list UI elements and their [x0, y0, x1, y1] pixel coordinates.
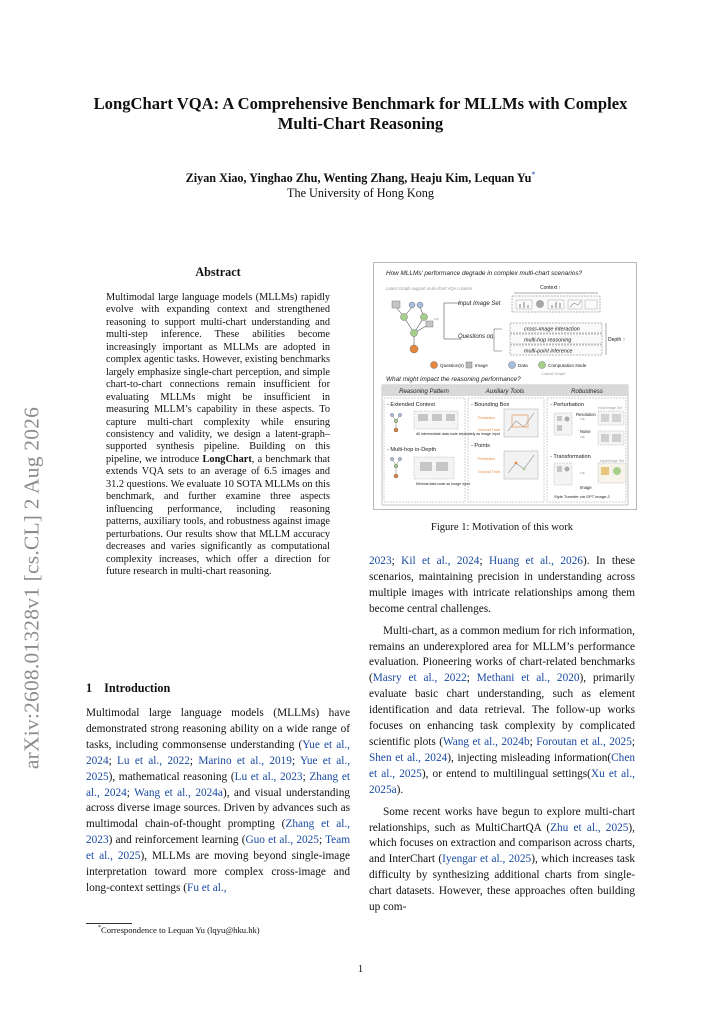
arrow-icon: ⇨: [580, 417, 586, 423]
bounding-box-label: - Bounding Box: [471, 402, 510, 408]
intro-paragraph-3: Some recent works have begun to explore multi-chart relationships, such as MultiChartQA (Zhu et al., 2025), which focuses on extraction and comparison across charts, and InterChart (Iyengar et al., 2025), which increases task difficulty by synthesizing additional charts from single-chart datasets. However, these approaches often building up com-: [369, 805, 635, 914]
arxiv-identifier: arXiv:2608.01328v1 [cs.CL] 2 Aug 2026: [19, 406, 44, 770]
context-label: Context ↑: [540, 285, 562, 291]
legend-question-swatch: [431, 362, 438, 369]
latent-graph-icon: [396, 307, 428, 347]
style-transfer-label: Style Transfer via GPT image-2: [554, 494, 610, 499]
multihop-note: Minimal data node as image input: [416, 482, 470, 486]
question-type-label: cross-image interaction: [524, 326, 580, 333]
depth-label: Depth ↑: [608, 337, 626, 343]
noise-label: Noise: [580, 429, 591, 434]
citation-link[interactable]: Methani et al., 2020: [476, 672, 580, 685]
citation-link[interactable]: Zhang et al., 2024: [86, 770, 350, 799]
image-label: Image: [580, 485, 592, 490]
prediction-point: [515, 462, 518, 465]
transformation-thumbnails: [554, 463, 626, 485]
section-heading-introduction: 1 Introduction: [86, 681, 171, 695]
legend-data: Data: [518, 363, 528, 368]
column-header-tools: Auxiliary Tools: [485, 389, 525, 395]
citation-link[interactable]: Xu et al., 2025a: [369, 767, 635, 796]
legend-computation-swatch: [539, 362, 546, 369]
figure-legend: [431, 362, 587, 377]
citation-link[interactable]: Kil et al., 2024: [401, 555, 480, 567]
citation-link[interactable]: Yue et al., 2024: [86, 738, 351, 767]
author-footnote-mark[interactable]: *: [531, 170, 536, 179]
citation-link[interactable]: Wang et al., 2024b: [443, 735, 530, 748]
citation-link[interactable]: Wang et al., 2024a: [134, 786, 223, 799]
extended-context-graph: [390, 411, 458, 432]
ground-truth-label-points: Ground Truth: [478, 470, 501, 474]
graph-question-node: [410, 345, 418, 353]
question-type-label: multi-point inference: [524, 348, 573, 355]
citation-link[interactable]: Iyengar et al., 2025: [442, 853, 532, 866]
multihop-label: - Multi-hop in-Depth: [387, 447, 437, 453]
graph-data-node: [409, 302, 415, 308]
citation-link[interactable]: Zhu et al., 2025: [550, 821, 629, 834]
graph-image-node: [392, 301, 400, 308]
affiliation: The University of Hong Kong: [287, 186, 434, 200]
footnote: *Correspondence to Lequan Yu (lqyu@hku.hk): [98, 925, 260, 935]
arrow-icon: ⇨: [580, 471, 586, 477]
citation-link[interactable]: Huang et al., 2026: [489, 555, 583, 567]
graph-data-node: [417, 302, 423, 308]
arrow-icon: ⇨: [580, 435, 586, 441]
author-list: Ziyan Xiao, Yinghao Zhu, Wenting Zhang, Heaju Kim, Lequan Yu*: [185, 170, 536, 186]
legend-image-swatch: [466, 362, 472, 368]
citation-link[interactable]: Fu et al.,: [187, 881, 227, 894]
figure-caption: Figure 1: Motivation of this work: [430, 522, 574, 533]
latent-graph-label: Latent Graph: [542, 371, 566, 376]
extended-context-label: - Extended Context: [387, 402, 435, 408]
legend-computation: Computation Node: [548, 363, 587, 368]
arrow-icon: ⇨: [434, 317, 440, 323]
citation-link[interactable]: Masry et al., 2022: [372, 672, 467, 685]
figure-1: [373, 262, 637, 510]
citation-link[interactable]: Zhang et al., 2023: [86, 818, 351, 847]
citation-link[interactable]: Marino et al., 2019: [198, 754, 292, 767]
points-chart: [504, 451, 538, 479]
transformation-label: - Transformation: [550, 454, 591, 460]
graph-computation-node: [411, 330, 418, 337]
citation-link[interactable]: Shen et al., 2024: [369, 751, 448, 764]
footnote-rule: [86, 923, 132, 924]
input-image-set-label: Input Image Set: [458, 301, 501, 307]
intro-paragraph-1: Multimodal large language models (MLLMs) have demonstrated strong reasoning ability on a wide range of tasks, including commonsense understanding (Yue et al., 2024; Lu et al., 2022; Marino et al., 2019; Yue et al., 2025), mathematical reasoning (Lu et al., 2023; Zhang et al., 2024; Wang et al., 2024a), and visual understanding across diverse image sources. Driven by advances such as multimodal chain-of-thought prompting (Zhang et al., 2023) and reinforcement learning (Guo et al., 2025; Team et al., 2025), MLLMs are moving beyond single-image interpretation toward more complex cross-image and long-context settings (Fu et al.,: [86, 707, 351, 894]
ground-truth-point: [523, 468, 526, 471]
graph-image-node: [426, 321, 433, 327]
citation-link[interactable]: Chen et al., 2025: [369, 751, 635, 780]
legend-image: Image: [475, 363, 488, 368]
abstract-heading: Abstract: [195, 265, 241, 279]
input-image-set-small-label: Input Image Set: [598, 406, 622, 410]
citation-link[interactable]: 2023: [369, 555, 392, 567]
graph-computation-node: [401, 314, 408, 321]
intro-paragraph-1-continued: 2023; Kil et al., 2024; Huang et al., 2026). In these scenarios, maintaining precision in understanding across multiple images with intricate relationships among them become central challenges.: [369, 555, 636, 615]
citation-link[interactable]: Yue et al., 2025: [86, 754, 351, 783]
legend-question: Question(s): [440, 363, 464, 368]
bounding-box-chart: [504, 409, 538, 437]
citation-link[interactable]: Foroutan et al., 2025: [536, 735, 632, 748]
graph-computation-node: [421, 314, 428, 321]
citation-link[interactable]: Lu et al., 2023: [234, 770, 303, 783]
perturbation-label: - Perturbation: [550, 402, 584, 408]
question-type-label: multi-hop reasoning: [524, 337, 572, 344]
questions-on-label: Questions on: [458, 334, 494, 340]
ground-truth-label: Ground Truth: [478, 428, 501, 432]
intro-left-column: [86, 706, 350, 897]
abstract-body: Multimodal large language models (MLLMs) rapidly evolve with expanding context and strengthened reasoning to support multi-chart understanding and multi-step inference. These abilities become increasingly important as MLLMs are adopted in complex agentic tasks. However, existing benchmarks largely emphasize single-chart perception, and simple chart-to-chart connections remain insufficient for evaluating MLLMs might be insufficient in measuring MLLM’s capability in these aspects. To capture multi-chart complexity while ensuring consistency and validity, we design a latent-graph–supported synthesis pipeline. Building on this pipeline, we introduce LongChart, a benchmark that extends VQA sets to an average of 6.5 images and 31.2 questions. We evaluate 10 SOTA MLLMs on this benchmark, and further examine three aspects influencing performance, including reasoning patterns, auxiliary tools, and robustness against image perturbations. Our results show that MLLM accuracy decreases and varies significantly as computational complexity increases, which offer a direction for future research in multi-chart reasoning.: [106, 292, 330, 577]
multihop-graph: [390, 457, 454, 479]
prediction-label: Prediction: [478, 416, 495, 420]
input-image-set-small-label: Input Image Set: [600, 459, 624, 463]
page-number: 1: [357, 963, 364, 975]
citation-link[interactable]: Team et al., 2025: [86, 834, 350, 863]
citation-link[interactable]: Lu et al., 2022: [117, 754, 190, 767]
figure-bottom-question: What might impact the reasoning performance?: [386, 376, 521, 383]
intro-right-column: [369, 554, 635, 916]
paper-title: LongChart VQA: A Comprehensive Benchmark for MLLMs with Complex Multi-Chart Reasoning: [93, 94, 628, 133]
latent-graph-note: Latent Graph support multi-chart VQA curation: [386, 286, 473, 291]
figure-top-question: How MLLMs’ performance degrade in complex multi-chart scenarios?: [386, 270, 583, 277]
extended-context-note: All intermediate data node separately as image input: [416, 432, 500, 436]
citation-link[interactable]: Guo et al., 2025: [245, 834, 319, 847]
points-label: - Points: [471, 443, 490, 449]
column-header-reasoning: Reasoning Pattern: [399, 389, 449, 395]
resolution-label: Resolution: [576, 412, 596, 417]
intro-paragraph-2: Multi-chart, as a common medium for rich information, remains an underexplored area for MLLM’s performance evaluation. Pioneering works of chart-related benchmarks (Masry et al., 2022; Methani et al., 2020), primarily evaluate basic chart understanding, such as element identification and data retrieval. The follow-up works focuses on enhancing task complexity by complicated scientific plots (Wang et al., 2024b; Foroutan et al., 2025; Shen et al., 2024), injecting misleading information(Chen et al., 2025), or entend to multilingual settings(Xu et al., 2025a).: [369, 624, 635, 796]
motivation-diagram: [374, 263, 636, 509]
column-header-robustness: Robustness: [571, 389, 603, 395]
legend-data-swatch: [509, 362, 516, 369]
prediction-label-points: Prediction: [478, 457, 495, 461]
